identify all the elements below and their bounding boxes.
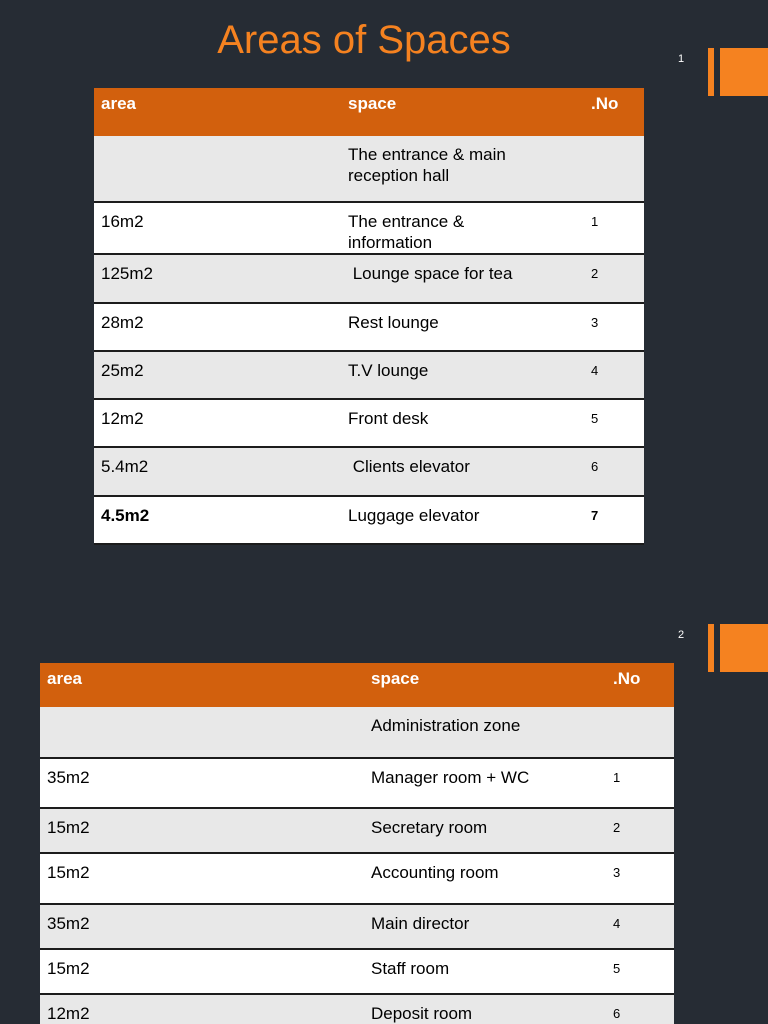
header-no: .No <box>584 88 644 136</box>
cell-area: 16m2 <box>94 202 341 254</box>
cell-space <box>341 202 584 254</box>
space-line: The entrance & information <box>348 212 465 252</box>
space-line: The entrance & main reception hall <box>348 145 506 185</box>
slide-number: 2 <box>678 629 685 641</box>
table-row <box>94 399 644 447</box>
cell-space: Staff room <box>364 949 606 994</box>
table-row <box>40 707 674 758</box>
cell-no: 4 <box>606 904 674 949</box>
cell-no <box>606 707 674 758</box>
cell-space: Rest lounge <box>341 303 584 351</box>
cell-space: Lounge space for tea <box>341 254 584 303</box>
table-row <box>94 303 644 351</box>
cell-space: Luggage elevator <box>341 496 584 544</box>
cell-no: 2 <box>584 254 644 303</box>
slide-accent-bar <box>708 48 768 96</box>
cell-no: 1 <box>584 202 644 254</box>
cell-area: 25m2 <box>94 351 341 399</box>
cell-area: 12m2 <box>94 399 341 447</box>
cell-no: 6 <box>584 447 644 496</box>
header-area: area <box>40 663 364 707</box>
cell-area: 15m2 <box>40 808 364 853</box>
cell-space: Main director <box>364 904 606 949</box>
cell-no <box>584 136 644 202</box>
cell-area: 125m2 <box>94 254 341 303</box>
table-row <box>94 202 644 254</box>
cell-area: 15m2 <box>40 949 364 994</box>
table-row <box>40 808 674 853</box>
cell-area: 5.4m2 <box>94 447 341 496</box>
cell-space: Secretary room <box>364 808 606 853</box>
cell-area: 15m2 <box>40 853 364 904</box>
cell-space: T.V lounge <box>341 351 584 399</box>
cell-space: Administration zone <box>364 707 606 758</box>
cell-space <box>341 136 584 202</box>
header-area: area <box>94 88 341 136</box>
table-header-row <box>40 663 674 707</box>
page-title: Areas of Spaces <box>217 18 511 62</box>
cell-space: Front desk <box>341 399 584 447</box>
table-header-row <box>94 88 644 136</box>
slide-accent-bar <box>708 624 768 672</box>
table-row <box>40 853 674 904</box>
table-row <box>40 949 674 994</box>
cell-area: 35m2 <box>40 758 364 808</box>
cell-no: 6 <box>606 994 674 1024</box>
cell-area: 4.5m2 <box>94 496 341 544</box>
cell-area: 12m2 <box>40 994 364 1024</box>
table-row <box>40 758 674 808</box>
slide-number: 1 <box>678 53 685 65</box>
table-row <box>94 136 644 202</box>
spaces-table-2 <box>40 663 674 1024</box>
cell-no: 4 <box>584 351 644 399</box>
cell-no: 5 <box>606 949 674 994</box>
cell-no: 2 <box>606 808 674 853</box>
cell-no: 5 <box>584 399 644 447</box>
spaces-table-1 <box>94 88 644 545</box>
table-row <box>94 351 644 399</box>
cell-area: 35m2 <box>40 904 364 949</box>
table-row <box>40 994 674 1024</box>
cell-space: Manager room + WC <box>364 758 606 808</box>
cell-no: 3 <box>584 303 644 351</box>
header-space: space <box>364 663 606 707</box>
header-no: .No <box>606 663 674 707</box>
cell-no: 1 <box>606 758 674 808</box>
cell-no: 7 <box>584 496 644 544</box>
table-row <box>94 447 644 496</box>
table-row <box>94 254 644 303</box>
cell-area: 28m2 <box>94 303 341 351</box>
header-space: space <box>341 88 584 136</box>
table-row <box>40 904 674 949</box>
cell-area <box>40 707 364 758</box>
cell-space: Clients elevator <box>341 447 584 496</box>
cell-space: Accounting room <box>364 853 606 904</box>
table-row <box>94 496 644 544</box>
cell-no: 3 <box>606 853 674 904</box>
cell-area <box>94 136 341 202</box>
cell-space: Deposit room <box>364 994 606 1024</box>
